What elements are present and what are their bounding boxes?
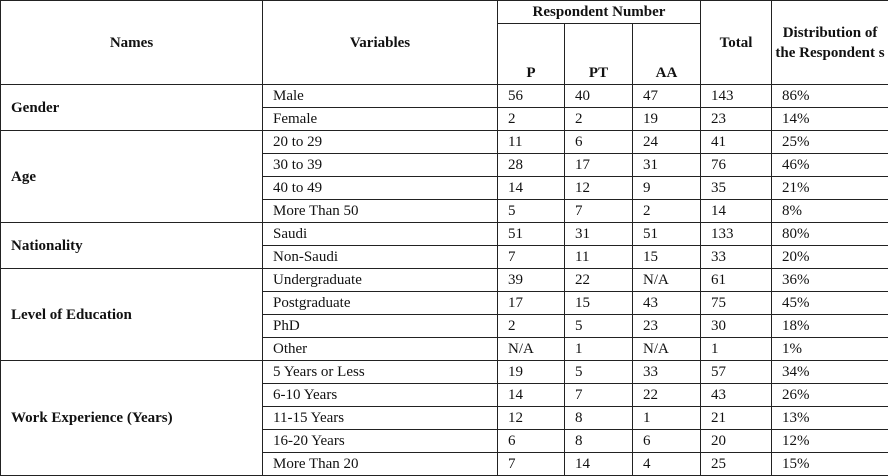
header-total: Total — [701, 1, 772, 85]
cell-pt: 11 — [565, 246, 633, 269]
cell-variable: Saudi — [263, 223, 498, 246]
header-distribution: Distribution of the Respondent s — [772, 1, 888, 85]
cell-p: 11 — [498, 131, 565, 154]
cell-distribution: 86% — [772, 85, 888, 108]
group-name: Age — [1, 131, 263, 223]
cell-total: 14 — [701, 200, 772, 223]
group-name: Level of Education — [1, 269, 263, 361]
table-body — [1, 85, 888, 476]
cell-aa: 31 — [633, 154, 701, 177]
cell-variable: 16-20 Years — [263, 430, 498, 453]
cell-total: 23 — [701, 108, 772, 131]
group-name: Gender — [1, 85, 263, 131]
cell-variable: 5 Years or Less — [263, 361, 498, 384]
cell-p: 2 — [498, 108, 565, 131]
cell-distribution: 34% — [772, 361, 888, 384]
cell-pt: 14 — [565, 453, 633, 476]
cell-distribution: 80% — [772, 223, 888, 246]
cell-variable: 6-10 Years — [263, 384, 498, 407]
cell-variable: More Than 50 — [263, 200, 498, 223]
cell-variable: Postgraduate — [263, 292, 498, 315]
header-names: Names — [1, 1, 263, 85]
table-row — [1, 223, 888, 246]
cell-p: 5 — [498, 200, 565, 223]
header-variables: Variables — [263, 1, 498, 85]
cell-distribution: 26% — [772, 384, 888, 407]
table-row — [1, 269, 888, 292]
cell-variable: Female — [263, 108, 498, 131]
cell-variable: More Than 20 — [263, 453, 498, 476]
cell-p: 7 — [498, 246, 565, 269]
cell-pt: 40 — [565, 85, 633, 108]
cell-aa: 33 — [633, 361, 701, 384]
cell-pt: 7 — [565, 384, 633, 407]
cell-distribution: 36% — [772, 269, 888, 292]
cell-p: 6 — [498, 430, 565, 453]
cell-aa: 6 — [633, 430, 701, 453]
cell-p: 7 — [498, 453, 565, 476]
cell-total: 57 — [701, 361, 772, 384]
cell-pt: 5 — [565, 361, 633, 384]
cell-distribution: 13% — [772, 407, 888, 430]
cell-distribution: 12% — [772, 430, 888, 453]
cell-p: 17 — [498, 292, 565, 315]
cell-aa: 47 — [633, 85, 701, 108]
cell-p: 39 — [498, 269, 565, 292]
cell-aa: N/A — [633, 338, 701, 361]
header-aa: AA — [633, 24, 701, 85]
cell-total: 25 — [701, 453, 772, 476]
cell-aa: N/A — [633, 269, 701, 292]
cell-total: 33 — [701, 246, 772, 269]
cell-distribution: 1% — [772, 338, 888, 361]
cell-variable: Undergraduate — [263, 269, 498, 292]
cell-p: 14 — [498, 177, 565, 200]
cell-p: N/A — [498, 338, 565, 361]
cell-total: 20 — [701, 430, 772, 453]
cell-aa: 2 — [633, 200, 701, 223]
cell-p: 12 — [498, 407, 565, 430]
cell-distribution: 45% — [772, 292, 888, 315]
cell-distribution: 21% — [772, 177, 888, 200]
table-row — [1, 85, 888, 108]
cell-aa: 1 — [633, 407, 701, 430]
table-row — [1, 361, 888, 384]
cell-aa: 9 — [633, 177, 701, 200]
cell-total: 133 — [701, 223, 772, 246]
cell-variable: 11-15 Years — [263, 407, 498, 430]
cell-p: 51 — [498, 223, 565, 246]
cell-aa: 23 — [633, 315, 701, 338]
cell-pt: 15 — [565, 292, 633, 315]
cell-pt: 6 — [565, 131, 633, 154]
cell-p: 19 — [498, 361, 565, 384]
cell-distribution: 14% — [772, 108, 888, 131]
cell-total: 61 — [701, 269, 772, 292]
cell-variable: 20 to 29 — [263, 131, 498, 154]
cell-total: 21 — [701, 407, 772, 430]
cell-aa: 51 — [633, 223, 701, 246]
cell-distribution: 20% — [772, 246, 888, 269]
table-row — [1, 131, 888, 154]
cell-distribution: 8% — [772, 200, 888, 223]
cell-p: 56 — [498, 85, 565, 108]
cell-total: 1 — [701, 338, 772, 361]
cell-total: 41 — [701, 131, 772, 154]
cell-aa: 24 — [633, 131, 701, 154]
cell-variable: Non-Saudi — [263, 246, 498, 269]
cell-pt: 2 — [565, 108, 633, 131]
cell-aa: 22 — [633, 384, 701, 407]
cell-distribution: 18% — [772, 315, 888, 338]
cell-total: 35 — [701, 177, 772, 200]
header-p: P — [498, 24, 565, 85]
cell-pt: 17 — [565, 154, 633, 177]
cell-total: 43 — [701, 384, 772, 407]
cell-variable: 40 to 49 — [263, 177, 498, 200]
cell-variable: Other — [263, 338, 498, 361]
cell-aa: 4 — [633, 453, 701, 476]
cell-pt: 7 — [565, 200, 633, 223]
cell-aa: 19 — [633, 108, 701, 131]
group-name: Nationality — [1, 223, 263, 269]
cell-total: 75 — [701, 292, 772, 315]
cell-pt: 31 — [565, 223, 633, 246]
group-name: Work Experience (Years) — [1, 361, 263, 476]
cell-pt: 1 — [565, 338, 633, 361]
header-pt: PT — [565, 24, 633, 85]
cell-distribution: 15% — [772, 453, 888, 476]
cell-aa: 43 — [633, 292, 701, 315]
cell-aa: 15 — [633, 246, 701, 269]
cell-variable: 30 to 39 — [263, 154, 498, 177]
cell-pt: 5 — [565, 315, 633, 338]
cell-pt: 8 — [565, 407, 633, 430]
cell-total: 143 — [701, 85, 772, 108]
cell-p: 28 — [498, 154, 565, 177]
cell-p: 2 — [498, 315, 565, 338]
cell-pt: 12 — [565, 177, 633, 200]
header-respondent-number: Respondent Number — [498, 1, 701, 24]
cell-pt: 22 — [565, 269, 633, 292]
cell-distribution: 25% — [772, 131, 888, 154]
cell-variable: Male — [263, 85, 498, 108]
cell-total: 76 — [701, 154, 772, 177]
cell-p: 14 — [498, 384, 565, 407]
cell-distribution: 46% — [772, 154, 888, 177]
cell-total: 30 — [701, 315, 772, 338]
cell-variable: PhD — [263, 315, 498, 338]
cell-pt: 8 — [565, 430, 633, 453]
